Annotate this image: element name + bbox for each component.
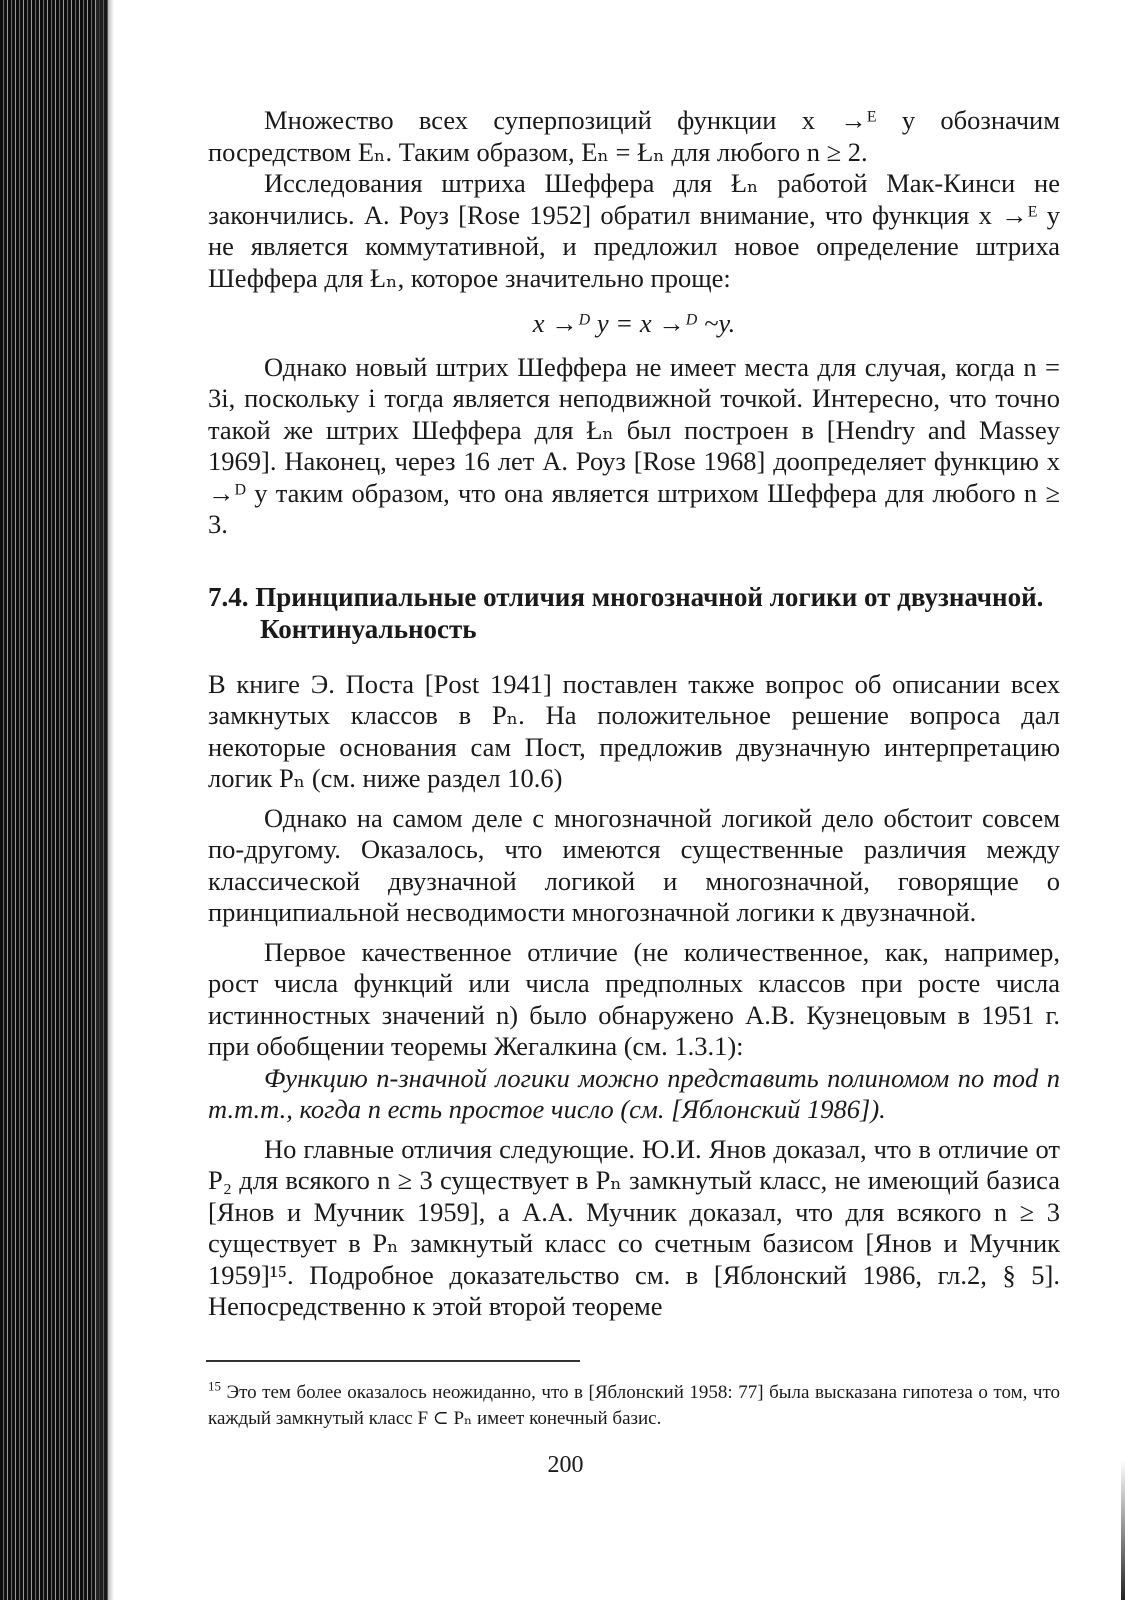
paragraph: Исследования штриха Шеффера для Łₙ работой Мак-Кинси не закончились. А. Роуз [Rose 1952] обратил внимание, что функция x →ᴱ y не является коммутативной, и предложил новое определение штриха Шеффера для Łₙ, которое значительно проще: bbox=[208, 168, 1060, 293]
footnote bbox=[208, 1380, 1060, 1432]
footnote-divider bbox=[206, 1360, 580, 1362]
paragraph: Первое качественное отличие (не количественное, как, например, рост числа функций или числа предполных классов при росте числа истинностных значений n) было обнаружено А.В. Кузнецовым в 1951 г. при обобщении теоремы Жегалкина (см. 1.3.1): bbox=[208, 936, 1060, 1061]
paragraph: В книге Э. Поста [Post 1941] поставлен также вопрос об описании всех замкнутых классов в Pₙ. На положительное решение вопроса дал некоторые основания сам Пост, предложив двузначную интерпретацию логик Pₙ (см. ниже раздел 10.6) bbox=[208, 668, 1060, 793]
formula: x →ᴰ y = x →ᴰ ~y. bbox=[532, 308, 736, 338]
page-body bbox=[208, 105, 1060, 1323]
book-spine-shadow bbox=[0, 0, 108, 1600]
paragraph: Множество всех суперпозиций функции x →ᴱ y обозначим посредством Eₙ. Таким образом, Eₙ = Łₙ для любого n ≥ 2. bbox=[208, 105, 1060, 167]
spine-gradient bbox=[96, 0, 114, 1600]
paragraph: Однако на самом деле с многозначной логикой дело обстоит совсем по-другому. Оказалось, что имеются существенные различия между классической двузначной логикой и многозначной, говорящие о принципиальной несводимости многозначной логики к двузначной. bbox=[208, 802, 1060, 927]
paragraph: Но главные отличия следующие. Ю.И. Янов доказал, что в отличие от P₂ для всякого n ≥ 3 существует в Pₙ замкнутый класс, не имеющий базиса [Янов и Мучник 1959], а А.А. Мучник доказал, что для всякого n ≥ 3 существует в Pₙ замкнутый класс со счетным базисом [Янов и Мучник 1959]¹⁵. Подробное доказательство см. в [Яблонский 1986, гл.2, § 5]. Непосредственно к этой второй теореме bbox=[208, 1133, 1060, 1321]
footnote-text: Это тем более оказалось неожиданно, что в [Яблонский 1958: 77] была высказана гипотеза о том, что каждый замкнутый класс F ⊂ Pₙ имеет конечный базис. bbox=[208, 1382, 1060, 1429]
page-number: 200 bbox=[547, 1452, 584, 1478]
section-heading: 7.4. Принципиальные отличия многозначной логики от двузначной. Континуальность bbox=[208, 581, 1044, 644]
paragraph: Однако новый штрих Шеффера не имеет места для случая, когда n = 3i, поскольку i тогда является неподвижной точкой. Интересно, что точно такой же штрих Шеффера для Łₙ был построен в [Hendry and Massey 1969]. Наконец, через 16 лет А. Роуз [Rose 1968] доопределяет функцию x →ᴰ y таким образом, что она является штрихом Шеффера для любого n ≥ 3. bbox=[208, 351, 1060, 539]
page-edge-mark bbox=[1121, 1460, 1125, 1600]
theorem-statement: Функцию n-значной логики можно представить полиномом по mod n т.т.т., когда n есть простое число (см. [Яблонский 1986]). bbox=[208, 1062, 1060, 1124]
footnote-mark: 15 bbox=[208, 1378, 221, 1394]
